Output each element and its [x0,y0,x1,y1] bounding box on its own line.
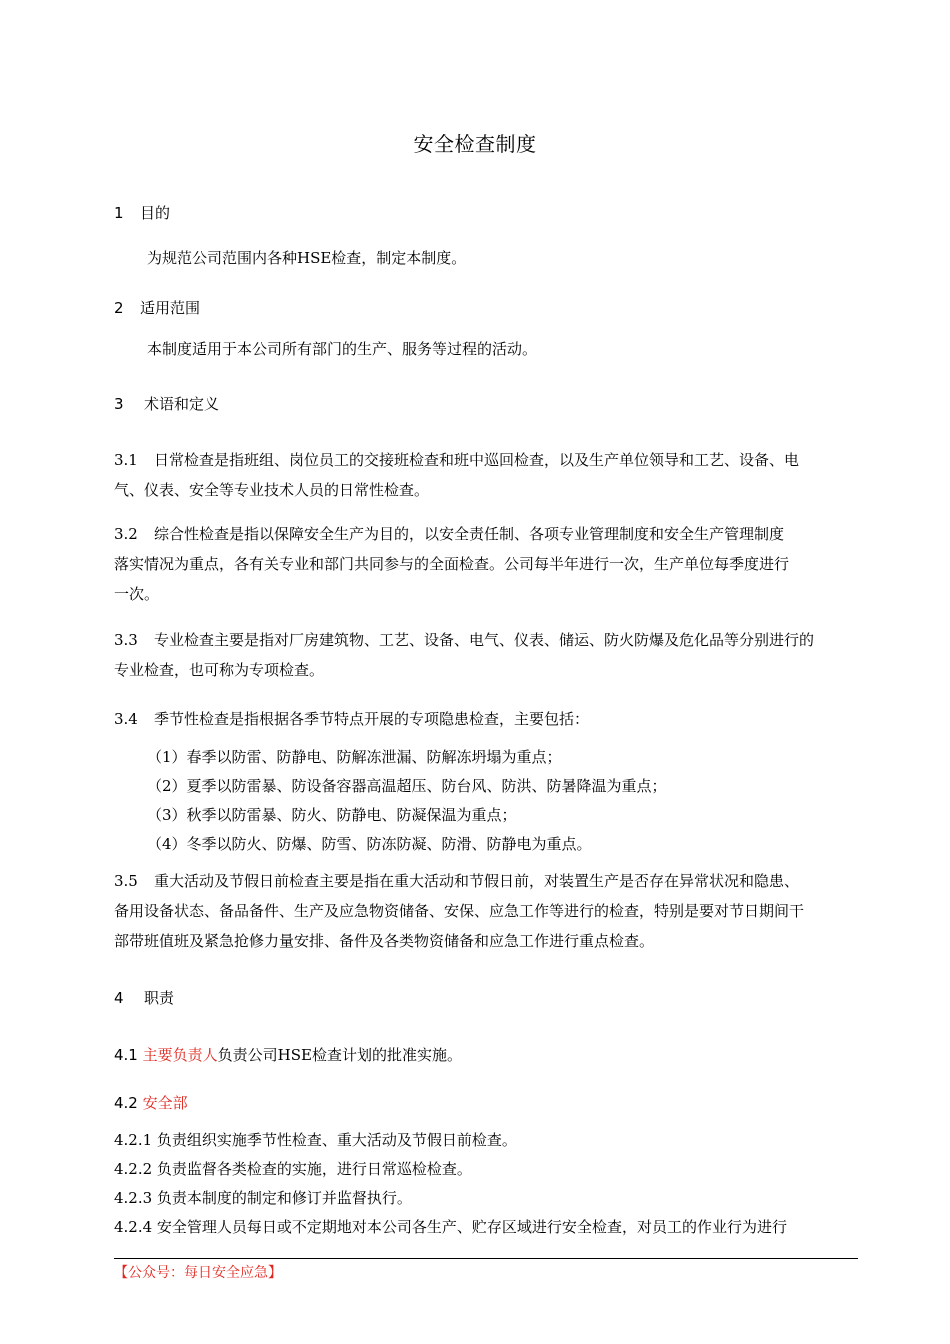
definition-3-3: 3.3 专业检查主要是指对厂房建筑物、工艺、设备、电气、仪表、储运、防火防爆及危化品等分别进行的 专业检查，也可称为专项检查。 [114,631,815,679]
section-title: 术语和定义 [144,395,220,413]
responsibility-item: 4.2.4 安全管理人员每日或不定期地对本公司各生产、贮存区域进行安全检查，对员工的作业行为进行 [114,1218,787,1236]
section-3-heading [114,393,219,414]
responsibility-4-1: 4.1 主要负责人负责公司HSE检查计划的批准实施。 [114,1046,462,1064]
responsibility-item: 4.2.3 负责本制度的制定和修订并监督执行。 [114,1189,412,1207]
section-number: 1 [114,204,124,222]
section-1-heading [114,202,170,223]
seasonal-item: （2）夏季以防雷暴、防设备容器高温超压、防台风、防洪、防暑降温为重点； [147,777,667,795]
section-title: 目的 [140,204,171,222]
section-number: 4 [114,989,124,1007]
highlight-text: 安全部 [142,1094,188,1112]
highlight-text: 主要负责人 [142,1046,218,1064]
footer-divider [114,1258,858,1259]
responsibility-item: 4.2.1 负责组织实施季节性检查、重大活动及节假日前检查。 [114,1131,517,1149]
section-number: 2 [114,299,124,317]
definition-3-1: 3.1 日常检查是指班组、岗位员工的交接班检查和班中巡回检查，以及生产单位领导和工艺、设备、电 气、仪表、安全等专业技术人员的日常性检查。 [114,451,800,499]
seasonal-item: （3）秋季以防雷暴、防火、防静电、防凝保温为重点； [147,806,517,824]
responsibility-4-2: 4.2 安全部 [114,1094,188,1112]
section-1-text: 为规范公司范围内各种HSE检查，制定本制度。 [147,249,467,267]
section-title: 适用范围 [140,299,201,317]
responsibility-item: 4.2.2 负责监督各类检查的实施，进行日常巡检检查。 [114,1160,472,1178]
definition-3-5: 3.5 重大活动及节假日前检查主要是指在重大活动和节假日前，对装置生产是否存在异常状况和隐患、 备用设备状态、备品备件、生产及应急物资储备、安保、应急工作等进行的检查，特别是要对节日期间干 部带班值班及紧急抢修力量安排、备件及各类物资储备和应急工作进行重点检查。 [114,872,805,950]
section-4-heading [114,987,174,1008]
section-number: 3 [114,395,124,413]
section-2-heading [114,297,200,318]
seasonal-item: （1）春季以防雷、防静电、防解冻泄漏、防解冻坍塌为重点； [147,748,562,766]
seasonal-item: （4）冬季以防火、防爆、防雪、防冻防凝、防滑、防静电为重点。 [147,835,592,853]
section-title: 职责 [144,989,175,1007]
document-title: 安全检查制度 [413,132,537,156]
footer-text: 【公众号：每日安全应急】 [114,1265,282,1281]
definition-3-4: 3.4 季节性检查是指根据各季节特点开展的专项隐患检查，主要包括： [114,710,590,728]
section-2-text: 本制度适用于本公司所有部门的生产、服务等过程的活动。 [147,340,538,358]
definition-3-2: 3.2 综合性检查是指以保障安全生产为目的，以安全责任制、各项专业管理制度和安全生产管理制度 落实情况为重点，各有关专业和部门共同参与的全面检查。公司每半年进行一次，生产单位每季度进行 一次。 [114,525,790,603]
